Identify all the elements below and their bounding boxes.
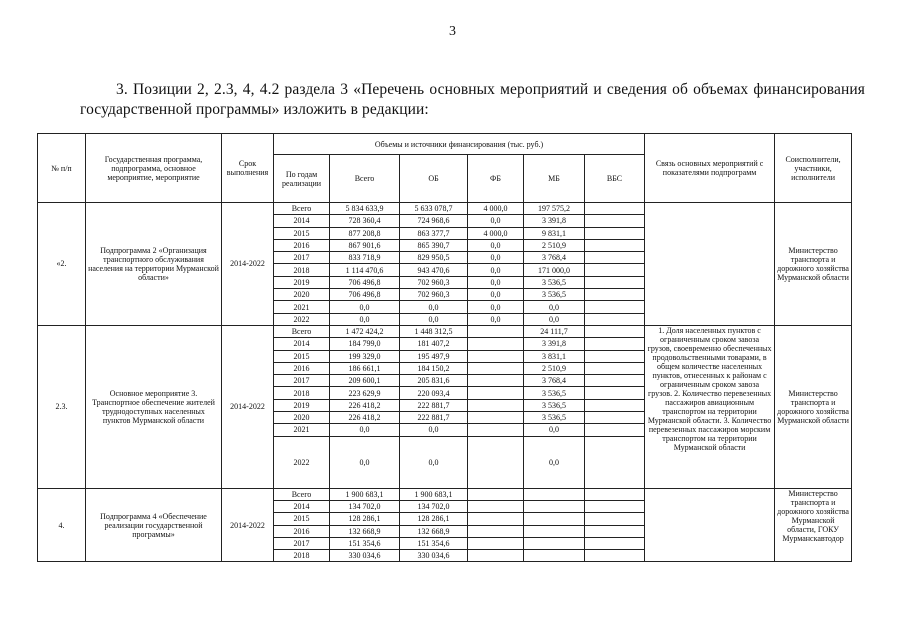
mb-cell: 171 000,0 (524, 264, 585, 276)
header-total: Всего (330, 155, 400, 203)
vbs-cell (585, 203, 645, 215)
fb-cell: 0,0 (468, 215, 524, 227)
table-body (38, 203, 852, 562)
mb-cell: 3 536,5 (524, 399, 585, 411)
fb-cell (468, 350, 524, 362)
total-cell: 186 661,1 (330, 362, 400, 374)
fb-cell: 0,0 (468, 276, 524, 288)
row-number: «2. (38, 203, 86, 326)
fb-cell (468, 500, 524, 512)
fb-cell: 0,0 (468, 301, 524, 313)
row-name: Подпрограмма 4 «Обеспечение реализации государственной программы» (86, 488, 222, 562)
total-cell: 151 354,6 (330, 537, 400, 549)
vbs-cell (585, 550, 645, 562)
total-cell: 706 496,8 (330, 276, 400, 288)
ob-cell: 181 407,2 (400, 338, 468, 350)
total-cell: 833 718,9 (330, 252, 400, 264)
vbs-cell (585, 500, 645, 512)
fb-cell (468, 513, 524, 525)
ob-cell: 222 881,7 (400, 412, 468, 424)
vbs-cell (585, 387, 645, 399)
mb-cell: 3 536,5 (524, 387, 585, 399)
fb-cell (468, 399, 524, 411)
mb-cell (524, 500, 585, 512)
fb-cell (468, 436, 524, 488)
total-cell: 1 472 424,2 (330, 325, 400, 337)
ob-cell: 863 377,7 (400, 227, 468, 239)
mb-cell: 197 575,2 (524, 203, 585, 215)
vbs-cell (585, 276, 645, 288)
ob-cell: 195 497,9 (400, 350, 468, 362)
mb-cell: 3 536,5 (524, 412, 585, 424)
mb-cell: 3 768,4 (524, 375, 585, 387)
mb-cell: 0,0 (524, 424, 585, 436)
total-cell: 0,0 (330, 436, 400, 488)
total-cell: 184 799,0 (330, 338, 400, 350)
fb-cell (468, 375, 524, 387)
fb-cell: 0,0 (468, 252, 524, 264)
row-term: 2014-2022 (222, 203, 274, 326)
year-cell: 2021 (274, 301, 330, 313)
table-row (38, 325, 852, 337)
year-cell: 2019 (274, 276, 330, 288)
mb-cell: 3 536,5 (524, 276, 585, 288)
vbs-cell (585, 289, 645, 301)
mb-cell: 3 768,4 (524, 252, 585, 264)
ob-cell: 132 668,9 (400, 525, 468, 537)
fb-cell: 0,0 (468, 313, 524, 325)
year-cell: 2015 (274, 227, 330, 239)
row-executors: Министерство транспорта и дорожного хозяйства Мурманской области (775, 325, 852, 488)
vbs-cell (585, 350, 645, 362)
year-cell: Всего (274, 203, 330, 215)
mb-cell: 2 510,9 (524, 239, 585, 251)
ob-cell: 1 448 312,5 (400, 325, 468, 337)
ob-cell: 0,0 (400, 301, 468, 313)
total-cell: 0,0 (330, 313, 400, 325)
year-cell: 2014 (274, 215, 330, 227)
year-cell: 2014 (274, 338, 330, 350)
ob-cell: 220 093,4 (400, 387, 468, 399)
mb-cell (524, 488, 585, 500)
total-cell: 0,0 (330, 424, 400, 436)
vbs-cell (585, 227, 645, 239)
ob-cell: 829 950,5 (400, 252, 468, 264)
total-cell: 226 418,2 (330, 412, 400, 424)
mb-cell: 3 391,8 (524, 215, 585, 227)
mb-cell (524, 537, 585, 549)
mb-cell: 0,0 (524, 436, 585, 488)
mb-cell: 2 510,9 (524, 362, 585, 374)
row-link (645, 488, 775, 562)
year-cell: 2018 (274, 387, 330, 399)
vbs-cell (585, 436, 645, 488)
row-number: 4. (38, 488, 86, 562)
header-ob: ОБ (400, 155, 468, 203)
header-num: № п/п (38, 134, 86, 203)
total-cell: 706 496,8 (330, 289, 400, 301)
mb-cell: 3 391,8 (524, 338, 585, 350)
ob-cell: 702 960,3 (400, 289, 468, 301)
total-cell: 209 600,1 (330, 375, 400, 387)
table-header (38, 134, 852, 203)
vbs-cell (585, 252, 645, 264)
row-term: 2014-2022 (222, 488, 274, 562)
header-link: Связь основных мероприятий с показателями подпрограмм (645, 134, 775, 203)
mb-cell: 3 536,5 (524, 289, 585, 301)
total-cell: 1 900 683,1 (330, 488, 400, 500)
row-executors: Министерство транспорта и дорожного хозяйства Мурманской области, ГОКУ Мурманскавтодор (775, 488, 852, 562)
year-cell: 2020 (274, 289, 330, 301)
year-cell: Всего (274, 488, 330, 500)
total-cell: 1 114 470,6 (330, 264, 400, 276)
fb-cell (468, 488, 524, 500)
row-executors: Министерство транспорта и дорожного хозяйства Мурманской области (775, 203, 852, 326)
vbs-cell (585, 325, 645, 337)
mb-cell: 0,0 (524, 301, 585, 313)
fb-cell (468, 362, 524, 374)
mb-cell: 3 831,1 (524, 350, 585, 362)
row-link (645, 203, 775, 326)
funding-table (37, 133, 852, 562)
fb-cell (468, 412, 524, 424)
vbs-cell (585, 537, 645, 549)
ob-cell: 865 390,7 (400, 239, 468, 251)
year-cell: 2017 (274, 252, 330, 264)
fb-cell: 0,0 (468, 289, 524, 301)
row-name: Подпрограмма 2 «Организация транспортного обслуживания населения на территории Мурманской области» (86, 203, 222, 326)
row-term: 2014-2022 (222, 325, 274, 488)
ob-cell: 134 702,0 (400, 500, 468, 512)
ob-cell: 724 968,6 (400, 215, 468, 227)
year-cell: 2016 (274, 525, 330, 537)
mb-cell: 0,0 (524, 313, 585, 325)
header-mb: МБ (524, 155, 585, 203)
header-executors: Соисполнители, участники, исполнители (775, 134, 852, 203)
year-cell: 2018 (274, 550, 330, 562)
total-cell: 330 034,6 (330, 550, 400, 562)
vbs-cell (585, 424, 645, 436)
ob-cell: 330 034,6 (400, 550, 468, 562)
year-cell: 2018 (274, 264, 330, 276)
vbs-cell (585, 412, 645, 424)
ob-cell: 5 633 078,7 (400, 203, 468, 215)
total-cell: 226 418,2 (330, 399, 400, 411)
fb-cell (468, 550, 524, 562)
ob-cell: 0,0 (400, 436, 468, 488)
header-fb: ФБ (468, 155, 524, 203)
total-cell: 728 360,4 (330, 215, 400, 227)
year-cell: Всего (274, 325, 330, 337)
year-cell: 2017 (274, 375, 330, 387)
table-row (38, 203, 852, 215)
table-row (38, 488, 852, 500)
vbs-cell (585, 239, 645, 251)
header-vbs: ВБС (585, 155, 645, 203)
vbs-cell (585, 362, 645, 374)
ob-cell: 1 900 683,1 (400, 488, 468, 500)
year-cell: 2016 (274, 362, 330, 374)
fb-cell (468, 325, 524, 337)
ob-cell: 184 150,2 (400, 362, 468, 374)
mb-cell: 24 111,7 (524, 325, 585, 337)
header-by-years: По годам реализации (274, 155, 330, 203)
year-cell: 2021 (274, 424, 330, 436)
vbs-cell (585, 338, 645, 350)
mb-cell: 9 831,1 (524, 227, 585, 239)
vbs-cell (585, 215, 645, 227)
year-cell: 2015 (274, 513, 330, 525)
fb-cell (468, 525, 524, 537)
total-cell: 5 834 633,9 (330, 203, 400, 215)
header-term: Срок выполнения (222, 134, 274, 203)
fb-cell (468, 387, 524, 399)
row-number: 2.3. (38, 325, 86, 488)
fb-cell: 0,0 (468, 264, 524, 276)
mb-cell (524, 550, 585, 562)
year-cell: 2022 (274, 436, 330, 488)
vbs-cell (585, 264, 645, 276)
row-name: Основное мероприятие 3. Транспортное обеспечение жителей труднодоступных населенных пунктов Мурманской области (86, 325, 222, 488)
total-cell: 877 208,8 (330, 227, 400, 239)
header-funding: Объемы и источники финансирования (тыс. руб.) (274, 134, 645, 155)
fb-cell (468, 338, 524, 350)
year-cell: 2019 (274, 399, 330, 411)
intro-paragraph: 3. Позиции 2, 2.3, 4, 4.2 раздела 3 «Перечень основных мероприятий и сведения об объемах финансирования государственной программы» изложить в редакции: (80, 81, 865, 118)
year-cell: 2020 (274, 412, 330, 424)
total-cell: 128 286,1 (330, 513, 400, 525)
total-cell: 134 702,0 (330, 500, 400, 512)
year-cell: 2017 (274, 537, 330, 549)
ob-cell: 0,0 (400, 424, 468, 436)
vbs-cell (585, 525, 645, 537)
vbs-cell (585, 313, 645, 325)
year-cell: 2014 (274, 500, 330, 512)
total-cell: 0,0 (330, 301, 400, 313)
year-cell: 2015 (274, 350, 330, 362)
header-name: Государственная программа, подпрограмма, основное мероприятие, мероприятие (86, 134, 222, 203)
vbs-cell (585, 399, 645, 411)
vbs-cell (585, 513, 645, 525)
ob-cell: 151 354,6 (400, 537, 468, 549)
fb-cell: 4 000,0 (468, 227, 524, 239)
vbs-cell (585, 488, 645, 500)
ob-cell: 0,0 (400, 313, 468, 325)
fb-cell (468, 537, 524, 549)
ob-cell: 702 960,3 (400, 276, 468, 288)
total-cell: 223 629,9 (330, 387, 400, 399)
ob-cell: 943 470,6 (400, 264, 468, 276)
row-link: 1. Доля населенных пунктов с ограниченным сроком завоза грузов, своевременно обеспеченных продовольственными товарами, в общем количестве населенных пунктов, отнесенных к районам с ограниченным сроком завоза грузов. 2. Количество перевезенных пассажиров авиационным транспортом на территории Мурманской области. 3. Количество перевезенных пассажиров морским транспортом на территории Мурманской области (645, 325, 775, 488)
ob-cell: 128 286,1 (400, 513, 468, 525)
vbs-cell (585, 375, 645, 387)
fb-cell (468, 424, 524, 436)
total-cell: 132 668,9 (330, 525, 400, 537)
fb-cell: 4 000,0 (468, 203, 524, 215)
fb-cell: 0,0 (468, 239, 524, 251)
mb-cell (524, 525, 585, 537)
vbs-cell (585, 301, 645, 313)
total-cell: 199 329,0 (330, 350, 400, 362)
ob-cell: 205 831,6 (400, 375, 468, 387)
year-cell: 2016 (274, 239, 330, 251)
total-cell: 867 901,6 (330, 239, 400, 251)
year-cell: 2022 (274, 313, 330, 325)
ob-cell: 222 881,7 (400, 399, 468, 411)
mb-cell (524, 513, 585, 525)
page-number: 3 (449, 24, 456, 39)
